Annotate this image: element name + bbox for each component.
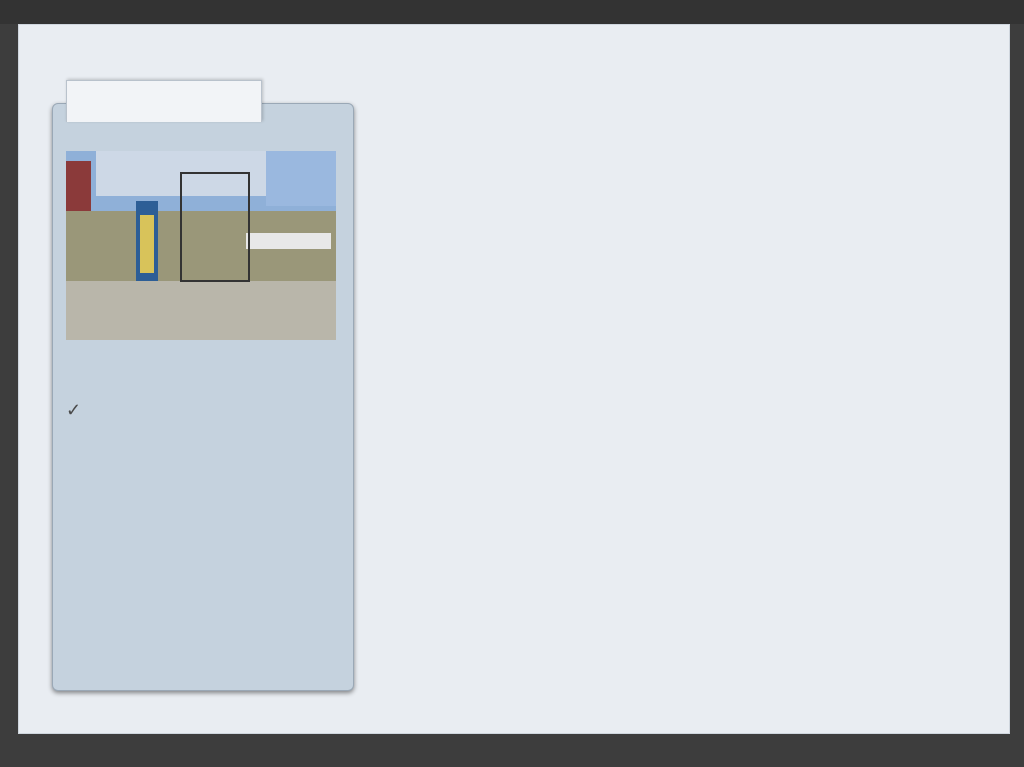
left-rule-1 [88, 400, 92, 420]
checkmark-icon: ✓ [66, 400, 82, 420]
top-bar [0, 0, 1024, 24]
left-rules [66, 390, 346, 431]
left-photo [66, 151, 336, 340]
tab-courses [66, 80, 262, 122]
